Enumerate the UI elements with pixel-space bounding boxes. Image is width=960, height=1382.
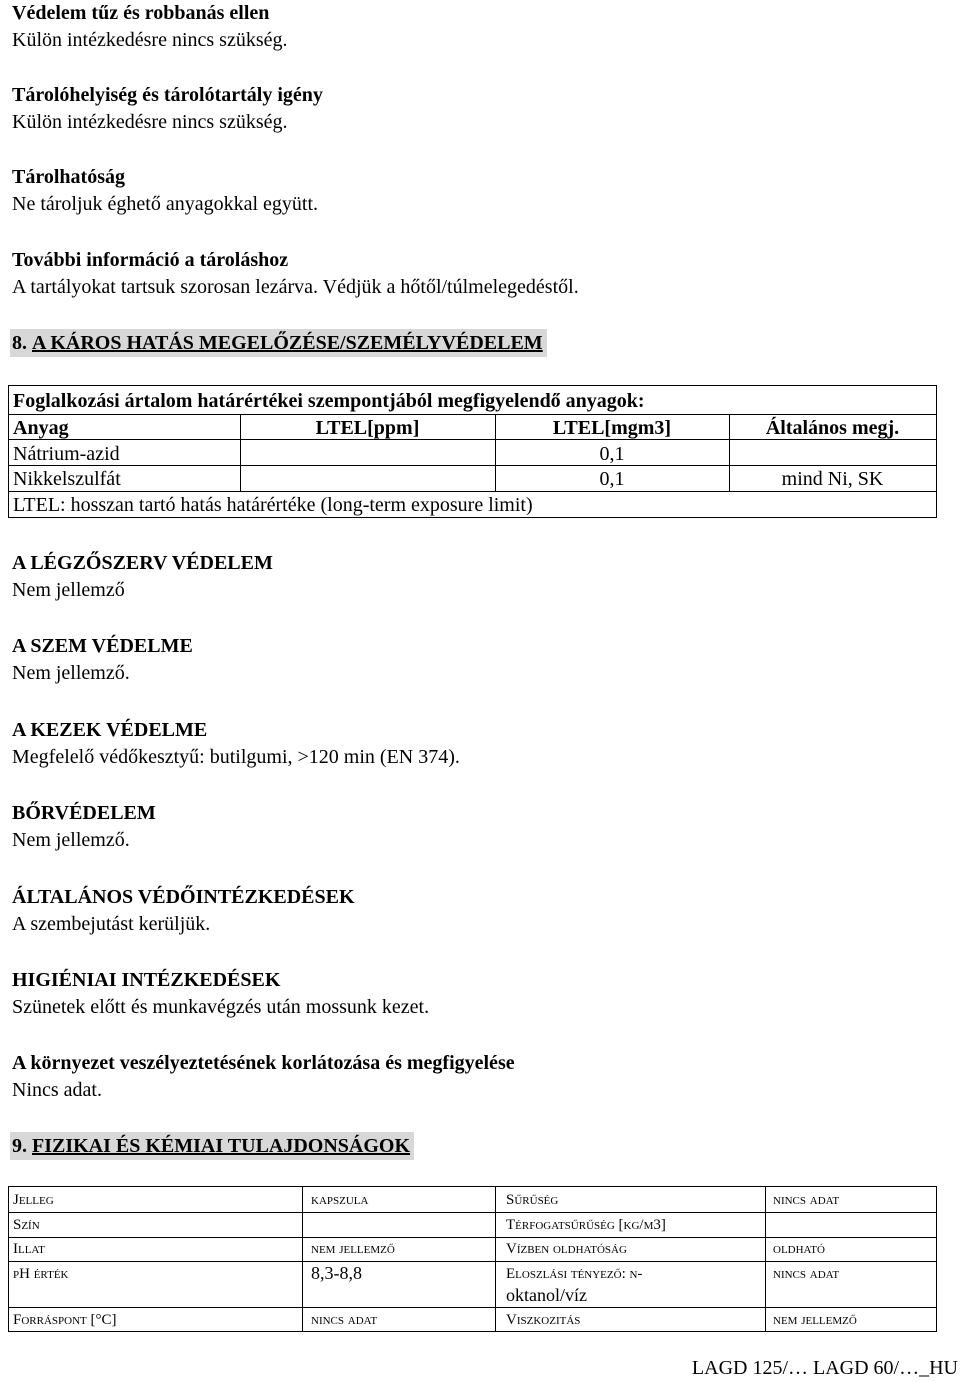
heading-hand-protection: A KEZEK VÉDELME <box>12 719 208 741</box>
section-9-number: 9. <box>12 1135 27 1157</box>
heading-hygiene-measures: HIGIÉNIAI INTÉZKEDÉSEK <box>12 969 281 991</box>
property-label: Vízben oldhatóság <box>506 1241 627 1257</box>
heading-eye-protection: A SZEM VÉDELME <box>12 635 193 657</box>
property-label: Sűrűség <box>506 1192 559 1208</box>
property-label: Illat <box>13 1241 45 1257</box>
property-value: nincs adat <box>773 1266 840 1282</box>
section-9-heading <box>10 1132 414 1160</box>
text-general-measures: A szembejutást kerüljük. <box>12 913 211 935</box>
heading-general-measures: ÁLTALÁNOS VÉDŐINTÉZKEDÉSEK <box>12 886 355 908</box>
heading-storage-room: Tárolóhelyiség és tárolótartály igény <box>12 84 323 106</box>
text-storability: Ne tároljuk éghető anyagokkal együtt. <box>12 193 319 215</box>
heading-respiratory-protection: A LÉGZŐSZERV VÉDELEM <box>12 552 273 574</box>
table-row-ltel-mgm3: 0,1 <box>599 468 625 490</box>
heading-storability: Tárolhatóság <box>12 166 125 188</box>
section-8-heading <box>10 329 547 357</box>
table-row-substance: Nikkelszulfát <box>13 468 121 490</box>
table-header-remarks: Általános megj. <box>765 417 900 439</box>
table-header-ltel-ppm: LTEL[ppm] <box>315 417 420 439</box>
text-respiratory-protection: Nem jellemző <box>12 579 125 601</box>
text-fire-protection: Külön intézkedésre nincs szükség. <box>12 29 288 51</box>
text-hand-protection: Megfelelő védőkesztyű: butilgumi, >120 min (EN 374). <box>12 746 460 768</box>
text-hygiene-measures: Szünetek előtt és munkavégzés után mossunk kezet. <box>12 996 430 1018</box>
text-storage-room: Külön intézkedésre nincs szükség. <box>12 111 288 133</box>
page-footer: LAGD 125/… LAGD 60/…_HU <box>691 1357 958 1379</box>
property-label: Viszkozitás <box>506 1312 581 1328</box>
property-value: nem jellemző <box>311 1241 395 1257</box>
section-8-title: A KÁROS HATÁS MEGELŐZÉSE/SZEMÉLYVÉDELEM <box>32 332 543 354</box>
property-label-continued: oktanol/víz <box>506 1285 587 1305</box>
property-label: Forráspont [°C] <box>13 1312 117 1328</box>
physical-properties-table <box>8 1186 937 1332</box>
text-environment: Nincs adat. <box>12 1079 102 1101</box>
section-9-title: FIZIKAI ÉS KÉMIAI TULAJDONSÁGOK <box>32 1135 411 1157</box>
property-value: 8,3-8,8 <box>311 1263 362 1283</box>
property-label: Jelleg <box>13 1192 54 1208</box>
heading-skin-protection: BŐRVÉDELEM <box>12 802 156 824</box>
heading-environment: A környezet veszélyeztetésének korlátozása és megfigyelése <box>12 1052 515 1074</box>
property-label: Eloszlási tényező: n- <box>506 1266 643 1282</box>
exposure-limits-table <box>8 385 937 518</box>
table-row-ltel-mgm3: 0,1 <box>599 443 625 465</box>
text-skin-protection: Nem jellemző. <box>12 829 130 851</box>
property-value: nem jellemző <box>773 1312 857 1328</box>
property-label: pH érték <box>13 1266 69 1282</box>
table-row-remarks: mind Ni, SK <box>781 468 884 490</box>
section-8-number: 8. <box>12 332 27 354</box>
heading-fire-protection: Védelem tűz és robbanás ellen <box>12 2 270 24</box>
property-value: nincs adat <box>773 1192 840 1208</box>
property-value: kapszula <box>311 1192 369 1208</box>
property-value: oldható <box>773 1241 825 1257</box>
heading-storage-info: További információ a tároláshoz <box>12 249 289 271</box>
property-label: Térfogatsűrűség [kg/m3] <box>506 1217 666 1233</box>
table-header-ltel-mgm3: LTEL[mgm3] <box>552 417 672 439</box>
text-storage-info: A tartályokat tartsuk szorosan lezárva. Védjük a hőtől/túlmelegedéstől. <box>12 276 579 298</box>
table-row-substance: Nátrium-azid <box>13 443 120 465</box>
property-value: nincs adat <box>311 1312 378 1328</box>
exposure-table-caption: Foglalkozási ártalom határértékei szempontjából megfigyelendő anyagok: <box>13 390 645 412</box>
table-header-substance: Anyag <box>13 417 69 439</box>
text-eye-protection: Nem jellemző. <box>12 662 130 684</box>
property-label: Szín <box>13 1217 40 1233</box>
exposure-table-note: LTEL: hosszan tartó hatás határértéke (long-term exposure limit) <box>13 494 533 516</box>
